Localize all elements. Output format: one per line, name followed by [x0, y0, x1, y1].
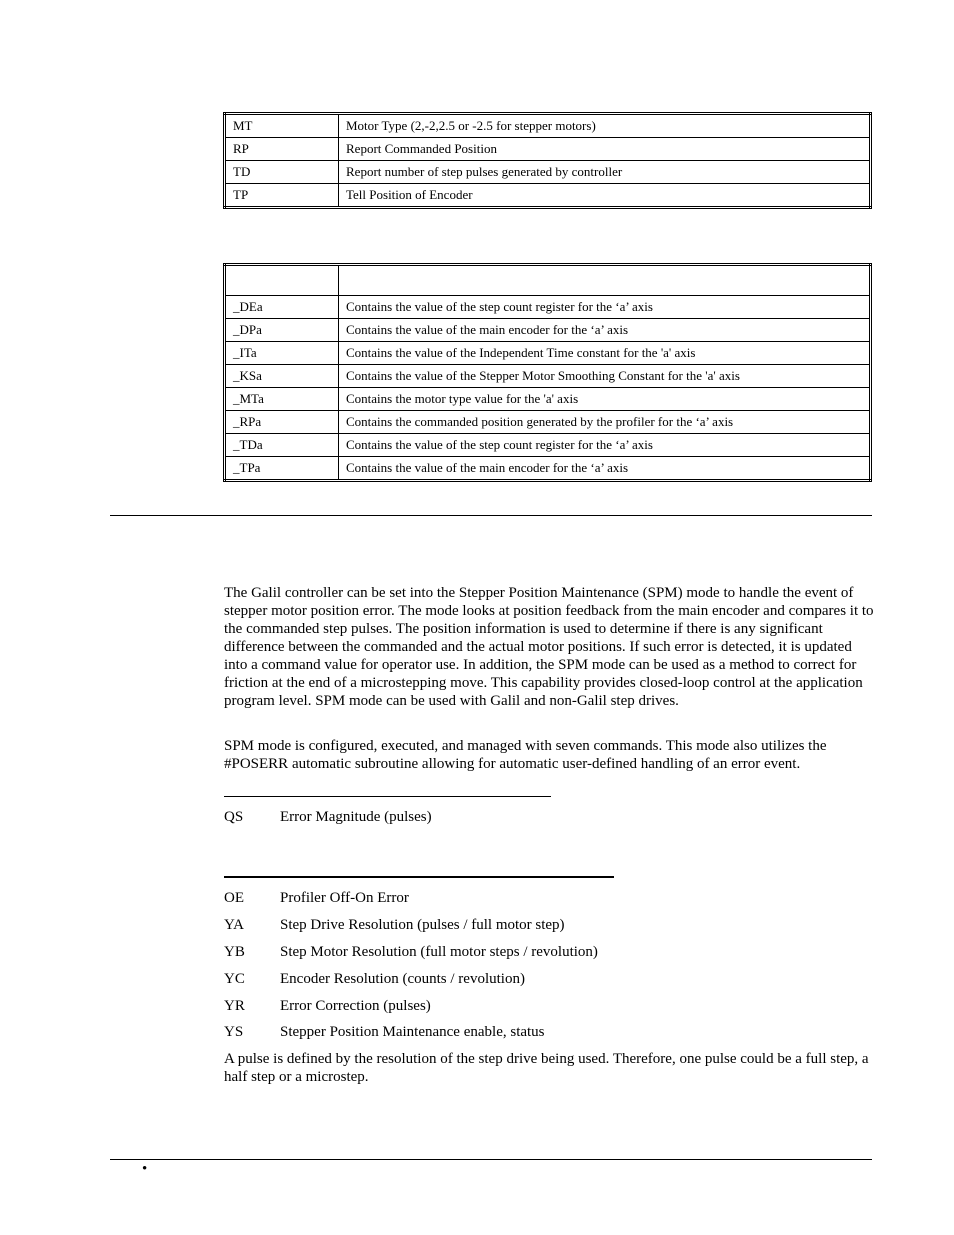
command-cell: TP [225, 184, 339, 208]
list-item [224, 916, 565, 934]
table-row [225, 184, 871, 208]
list-item [224, 808, 432, 826]
command-description: Error Magnitude (pulses) [280, 809, 432, 825]
command-description: Step Motor Resolution (full motor steps / revolution) [280, 944, 598, 960]
description-cell: Contains the motor type value for the 'a' axis [339, 388, 871, 411]
pulse-definition-paragraph: A pulse is defined by the resolution of the step drive being used. Therefore, one pulse could be a full step, a half step or a microstep. [224, 1051, 869, 1085]
table-row [225, 434, 871, 457]
command-description: Profiler Off-On Error [280, 890, 409, 906]
command-code: QS [224, 809, 244, 825]
command-cell: RP [225, 138, 339, 161]
table-row [225, 365, 871, 388]
commands-paragraph: SPM mode is configured, executed, and managed with seven commands. This mode also utilizes the #POSERR automatic subroutine allowing for automatic user-defined handling of an error event. [224, 738, 827, 772]
command-code: YB [224, 944, 245, 960]
command-description: Stepper Position Maintenance enable, status [280, 1024, 545, 1040]
table-row [225, 114, 871, 138]
section-divider [110, 515, 872, 516]
list-heading-rule [224, 876, 614, 878]
description-cell: Contains the value of the Stepper Motor Smoothing Constant for the 'a' axis [339, 365, 871, 388]
command-code: YR [224, 998, 245, 1014]
operand-cell: _TPa [225, 457, 339, 481]
table-row [225, 411, 871, 434]
table-row [225, 296, 871, 319]
description-cell: Contains the value of the Independent Time constant for the 'a' axis [339, 342, 871, 365]
command-cell: TD [225, 161, 339, 184]
command-code: YC [224, 971, 245, 987]
stepper-commands-table [223, 112, 872, 209]
command-description: Encoder Resolution (counts / revolution) [280, 971, 525, 987]
operand-cell: _MTa [225, 388, 339, 411]
list-heading-rule [224, 796, 551, 797]
table-row [225, 388, 871, 411]
description-cell: Contains the value of the main encoder for the ‘a’ axis [339, 457, 871, 481]
description-cell: Motor Type (2,-2,2.5 or -2.5 for stepper motors) [339, 114, 871, 138]
description-cell: Contains the commanded position generated by the profiler for the ‘a’ axis [339, 411, 871, 434]
table-row [225, 319, 871, 342]
header-cell [225, 265, 339, 296]
description-cell: Report number of step pulses generated by controller [339, 161, 871, 184]
description-cell: Contains the value of the step count register for the ‘a’ axis [339, 434, 871, 457]
command-code: YS [224, 1024, 244, 1040]
operands-table [223, 263, 872, 482]
intro-paragraph: The Galil controller can be set into the Stepper Position Maintenance (SPM) mode to handle the event of stepper motor position error. The mode looks at position feedback from the main encoder and compares it to the commanded step pulses. The position information is used to determine if there is any significant difference between the commanded and the actual motor positions. If such error is detected, it is updated into a command value for operator use. In addition, the SPM mode can be used as a method to correct for friction at the end of a microstepping move. This capability provides closed-loop control at the application program level. SPM mode can be used with Galil and non-Galil step drives. [224, 585, 874, 709]
list-item [224, 970, 525, 988]
footer-divider [110, 1159, 872, 1160]
description-cell: Contains the value of the main encoder for the ‘a’ axis [339, 319, 871, 342]
table-row [225, 342, 871, 365]
operand-cell: _ITa [225, 342, 339, 365]
description-cell: Tell Position of Encoder [339, 184, 871, 208]
list-item [224, 889, 409, 907]
list-item [224, 943, 598, 961]
command-description: Error Correction (pulses) [280, 998, 431, 1014]
operand-cell: _RPa [225, 411, 339, 434]
command-description: Step Drive Resolution (pulses / full motor step) [280, 917, 565, 933]
operand-cell: _DEa [225, 296, 339, 319]
table-header-row [225, 265, 871, 296]
table-row [225, 161, 871, 184]
table-row [225, 138, 871, 161]
description-cell: Report Commanded Position [339, 138, 871, 161]
list-item [224, 1023, 545, 1041]
operand-cell: _TDa [225, 434, 339, 457]
command-code: YA [224, 917, 245, 933]
description-cell: Contains the value of the step count register for the ‘a’ axis [339, 296, 871, 319]
command-cell: MT [225, 114, 339, 138]
footer-bullet: • [142, 1161, 148, 1177]
header-cell [339, 265, 871, 296]
operand-cell: _DPa [225, 319, 339, 342]
table-row [225, 457, 871, 481]
command-code: OE [224, 890, 244, 906]
operand-cell: _KSa [225, 365, 339, 388]
list-item [224, 997, 431, 1015]
